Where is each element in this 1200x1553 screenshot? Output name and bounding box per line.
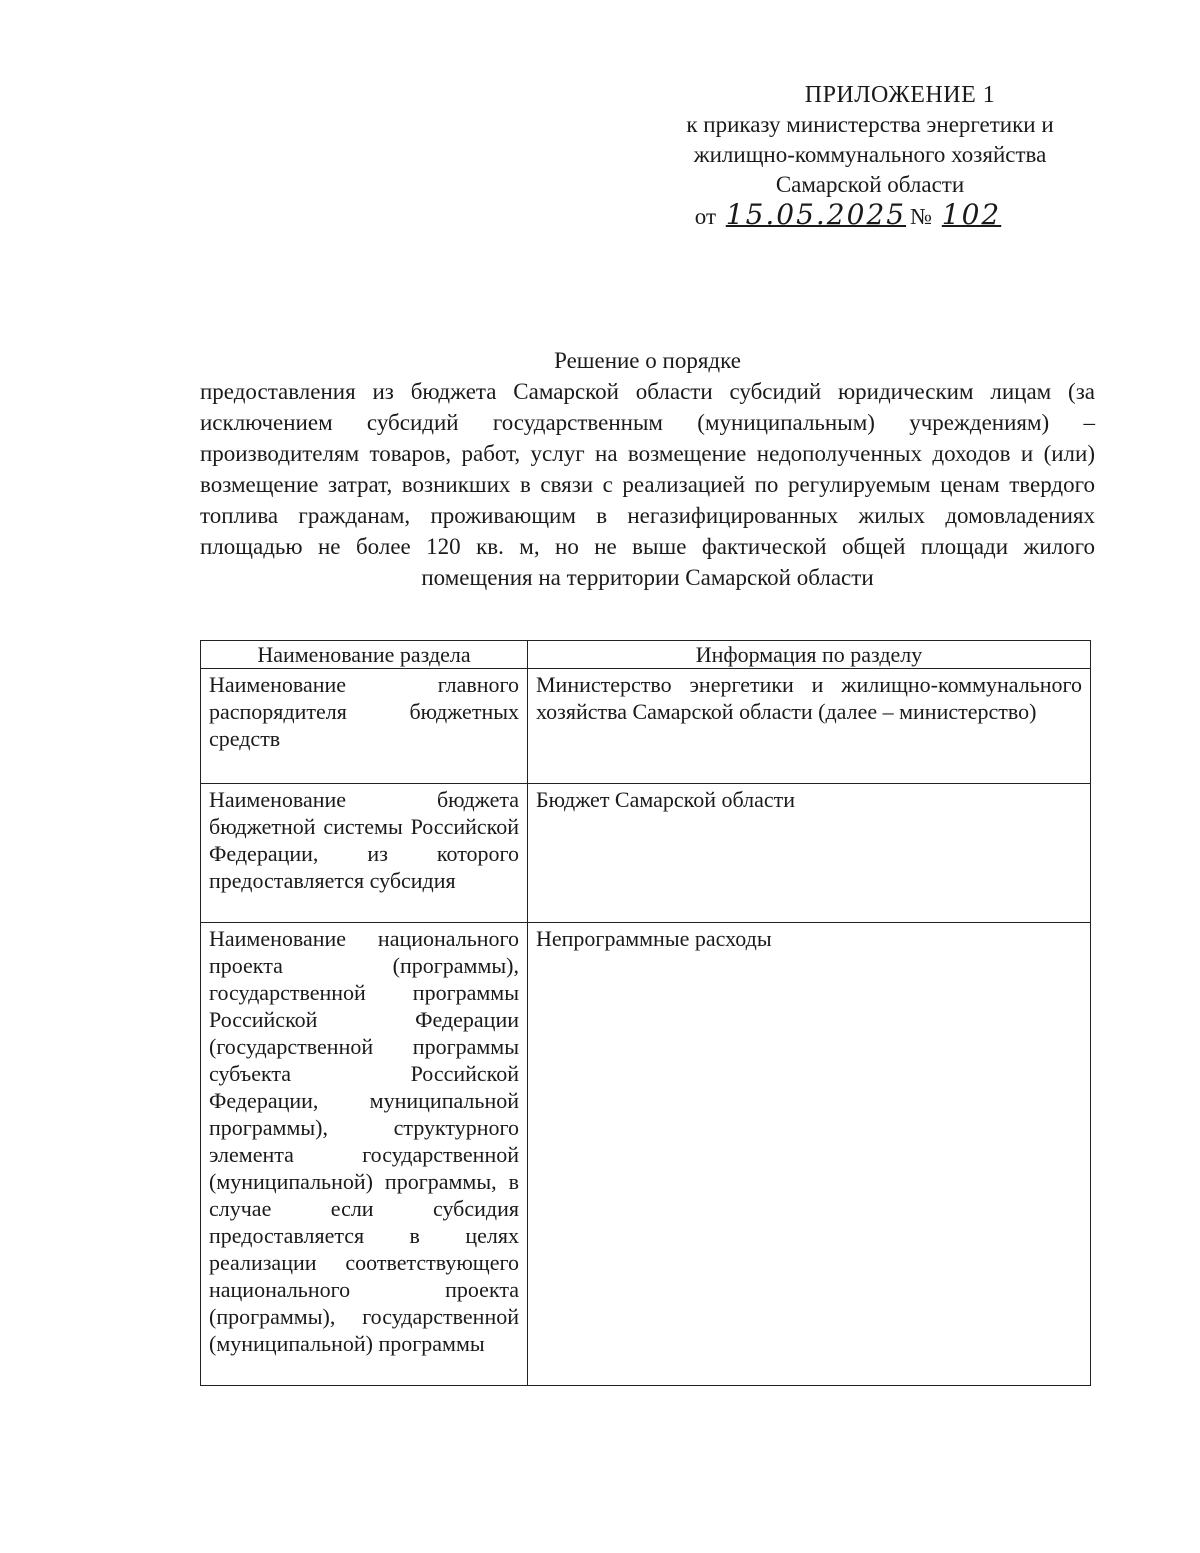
- section-name-cell: Наименование национального проекта (программы), государственной программы Российской Федерации (государственной программы субъекта Российской Федерации, муниципальной программы), структурного элемента государственной (муниципальной) программы, в случае если субсидия предоставляется в целях реализации соответствующего национального проекта (программы), государственной (муниципальной) программы: [201, 923, 528, 1386]
- appendix-line-1: к приказу министерства энергетики и: [686, 112, 1054, 137]
- section-info-cell: Министерство энергетики и жилищно-коммунального хозяйства Самарской области (далее – министерство): [528, 669, 1091, 784]
- appendix-heading: ПРИЛОЖЕНИЕ 1: [804, 82, 996, 108]
- decision-title-block: [200, 345, 1095, 593]
- handwritten-date: 15.05.2025: [725, 198, 907, 231]
- appendix-line-2: жилищно-коммунального хозяйства: [693, 142, 1047, 167]
- section-info-cell: Бюджет Самарской области: [528, 784, 1091, 923]
- section-name-cell: Наименование бюджета бюджетной системы Российской Федерации, из которого предоставляется субсидия: [201, 784, 528, 923]
- decision-title: Решение о порядке: [554, 348, 741, 373]
- section-info-cell: Непрограммные расходы: [528, 923, 1091, 1386]
- order-date-line: [560, 200, 1140, 232]
- decision-body: предоставления из бюджета Самарской области субсидий юридическим лицам (за исключением субсидий государственным (муниципальным) учреждениям) – производителям товаров, работ, услуг на возмещение недополученных доходов и (или) возмещение затрат, возникших в связи с реализацией по регулируемым ценам твердого топлива гражданам, проживающим в негазифицированных жилых домовладениях площадью не более 120 кв. м, но не выше фактической общей площади жилого помещения на территории Самарской области: [200, 379, 1095, 590]
- table-row: [201, 784, 1091, 923]
- table-header-row: [201, 641, 1091, 669]
- handwritten-number: 102: [941, 198, 1002, 231]
- header-section-name: Наименование раздела: [201, 641, 528, 669]
- number-prefix: №: [910, 204, 933, 229]
- appendix-line-3: Самарской области: [775, 172, 965, 197]
- table-row: [201, 923, 1091, 1386]
- header-section-info: Информация по разделу: [528, 641, 1091, 669]
- sections-table: [200, 640, 1091, 1386]
- section-name-cell: Наименование главного распорядителя бюджетных средств: [201, 669, 528, 784]
- table-row: [201, 669, 1091, 784]
- date-prefix: от: [694, 204, 716, 229]
- appendix-header: [600, 80, 1140, 232]
